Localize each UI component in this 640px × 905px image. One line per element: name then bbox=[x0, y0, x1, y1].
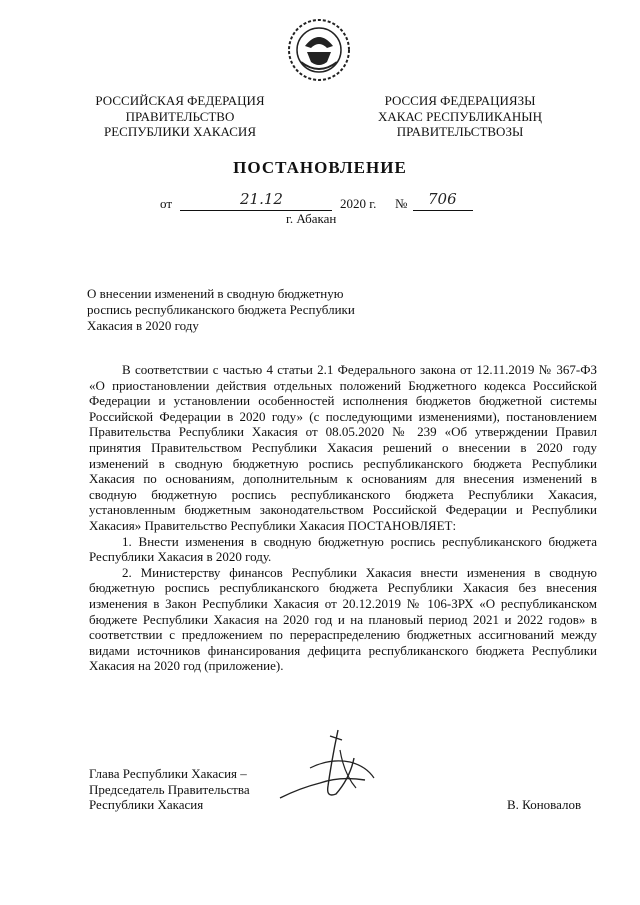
subject-heading bbox=[87, 286, 387, 334]
body-paragraph: В соответствии с частью 4 статьи 2.1 Федерального закона от 12.11.2019 № 367-ФЗ «О приостановлении действия отдельных положений Бюджетного кодекса Российской Федерации и установлении особенностей исполнения бюджетов бюджетной системы Российской Федерации в 2020 году» (с последующими изменениями), постановлением Правительства Республики Хакасия от 08.05.2020 № 239 «Об утверждении Правил принятия Правительством Республики Хакасия решений о внесении в 2020 году изменений в сводную бюджетную роспись республиканского бюджета Республики Хакасия по основаниям, дополнительным к основаниям для внесения изменений в сводную бюджетную роспись республиканского бюджета Республики Хакасия, установленным бюджетным законодательством Российской Федерации и Республики Хакасия» Правительство Республики Хакасия ПОСТАНОВЛЯЕТ: bbox=[89, 362, 597, 533]
position-line: Республики Хакасия bbox=[89, 797, 204, 812]
header-right-line: РОССИЯ ФЕДЕРАЦИЯЗЫ bbox=[384, 93, 536, 108]
subject-line: О внесении изменений в сводную бюджетную bbox=[87, 286, 344, 301]
header-left-line: РОССИЙСКАЯ ФЕДЕРАЦИЯ bbox=[95, 93, 265, 108]
year-label: 2020 г. bbox=[340, 196, 377, 211]
header-right-line: ХАКАС РЕСПУБЛИКАНЫҢ bbox=[377, 108, 543, 124]
handwritten-number: 706 bbox=[428, 190, 457, 208]
body-paragraph: 2. Министерству финансов Республики Хакасия внести изменения в сводную бюджетную роспись республиканского бюджета Республики Хакасия без внесения изменения в Закон Республики Хакасия от 20.12.2019 № 106-ЗРХ «О республиканском бюджете Республики Хакасия на 2020 год и на плановый период 2021 и 2022 годов» в соответствии с предложением по перераспределению бюджетных ассигнований между видами источников финансирования дефицита республиканского бюджета Республики Хакасия на 2020 год (приложение). bbox=[89, 564, 597, 674]
position-line: Председатель Правительства bbox=[89, 781, 250, 797]
number-label: № bbox=[395, 196, 408, 211]
handwritten-date: 21.12 bbox=[240, 190, 283, 208]
subject-line: роспись республиканского бюджета Республики bbox=[87, 302, 355, 317]
number-underline bbox=[413, 210, 473, 211]
header-right-line: ПРАВИТЕЛЬСТВОЗЫ bbox=[396, 124, 524, 139]
position-line: Глава Республики Хакасия – bbox=[89, 766, 247, 781]
city-label: г. Абакан bbox=[286, 211, 337, 226]
header-left-line: ПРАВИТЕЛЬСТВО bbox=[125, 108, 235, 124]
header-left-line: РЕСПУБЛИКИ ХАКАСИЯ bbox=[103, 124, 256, 139]
signatory-position bbox=[89, 766, 250, 813]
from-label: от bbox=[160, 196, 173, 211]
document-body bbox=[89, 362, 597, 674]
handwritten-signature-icon bbox=[270, 728, 390, 808]
signatory-name: В. Коновалов bbox=[507, 797, 582, 812]
document-title: ПОСТАНОВЛЕНИЕ bbox=[233, 158, 407, 177]
coat-of-arms-emblem-icon bbox=[287, 18, 351, 82]
body-paragraph: 1. Внести изменения в сводную бюджетную роспись республиканского бюджета Республики Хакасия в 2020 году. bbox=[89, 533, 597, 565]
subject-line: Хакасия в 2020 году bbox=[87, 318, 199, 333]
header-right bbox=[360, 93, 560, 140]
header-left bbox=[80, 93, 280, 140]
